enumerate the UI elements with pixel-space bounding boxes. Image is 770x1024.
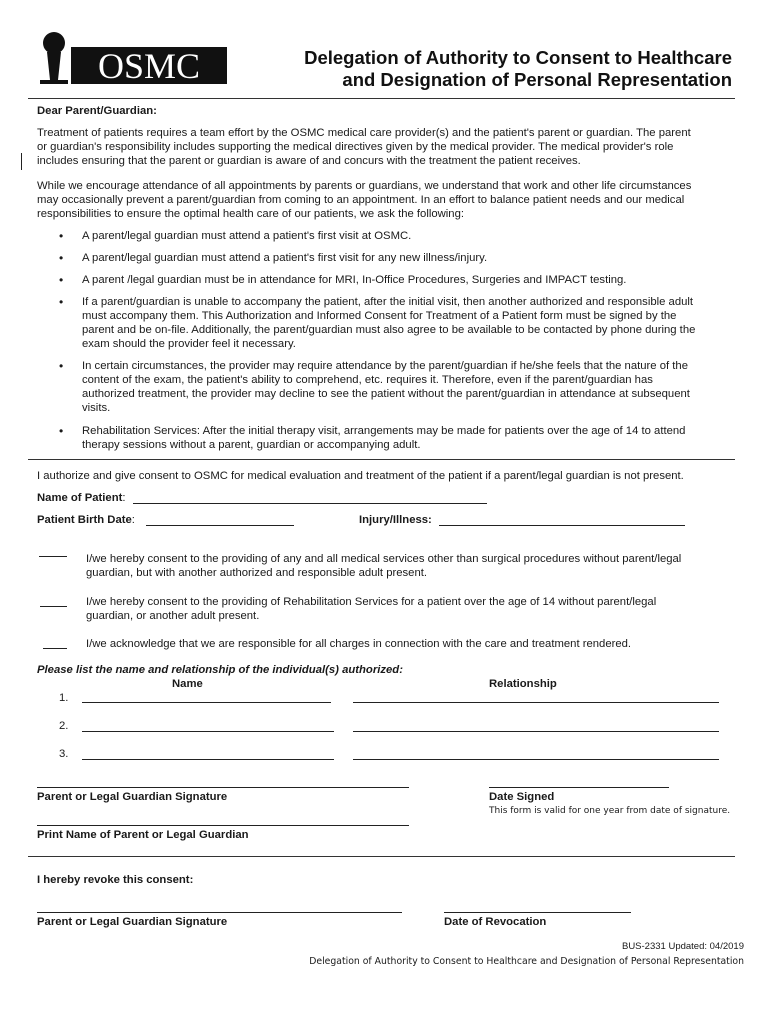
bullet-item-5	[82, 359, 737, 415]
page-title	[244, 47, 732, 91]
revocation-date-label: Date of Revocation	[444, 916, 547, 928]
intro-paragraph-2	[37, 179, 737, 221]
text-line: authorized treatment, the provider may decline to see the patient without the parent/guardian in attendance at subsequent	[82, 388, 690, 400]
revocation-signature-field[interactable]	[37, 912, 402, 913]
row-number-2: 2.	[59, 720, 69, 732]
authorized-relationship-field-1[interactable]	[353, 702, 719, 703]
consent-text-1	[86, 552, 736, 580]
text-line: If a parent/guardian is unable to accompany the patient, after the initial visit, then another authorized and responsible adult	[82, 296, 694, 308]
text-line: visits.	[82, 402, 111, 414]
text-line: A parent /legal guardian must be in attendance for MRI, In-Office Procedures, Surgeries and IMPACT testing.	[82, 274, 627, 286]
text-line: A parent/legal guardian must attend a patient's first visit for any new illness/injury.	[82, 252, 488, 264]
consent-initial-field-1[interactable]	[39, 556, 67, 557]
bullet-item-2	[82, 251, 737, 265]
bullet-marker: •	[59, 295, 64, 309]
date-signed-field[interactable]	[489, 787, 669, 788]
bullet-item-4	[82, 295, 737, 351]
logo-text: OSMC	[97, 46, 201, 86]
authorized-relationship-field-3[interactable]	[353, 759, 719, 760]
text-line: therapy sessions without a parent, guardian or accompanying adult.	[82, 439, 421, 451]
patient-name-field[interactable]	[133, 503, 487, 504]
text-line: must accompany them. This Authorization and Informed Consent for Treatment of a Patient form must be signed by the	[82, 310, 677, 322]
authorized-list-heading: Please list the name and relationship of the individual(s) authorized:	[37, 664, 403, 676]
authorized-name-field-1[interactable]	[82, 702, 331, 703]
row-number-3: 3.	[59, 748, 69, 760]
section-divider	[28, 459, 735, 460]
footer-form-title: Delegation of Authority to Consent to Healthcare and Designation of Personal Representation	[309, 956, 744, 967]
text-line: guardian, but with another authorized and responsible adult present.	[86, 567, 428, 579]
text-line: Treatment of patients requires a team effort by the OSMC medical care provider(s) and the patient's parent or guardian. The parent	[37, 127, 691, 139]
revocation-statement: I hereby revoke this consent:	[37, 874, 194, 886]
validity-note: This form is valid for one year from date of signature.	[489, 806, 731, 816]
osmc-logo	[37, 30, 227, 86]
title-line-1: Delegation of Authority to Consent to Healthcare	[304, 47, 732, 68]
text-line: guardian, or another adult present.	[86, 610, 260, 622]
margin-mark	[21, 153, 22, 170]
text-line: I/we acknowledge that we are responsible for all charges in connection with the care and treatment rendered.	[86, 638, 632, 650]
authorized-relationship-field-2[interactable]	[353, 731, 719, 732]
relationship-column-header: Relationship	[489, 678, 557, 690]
text-line: exam should the provider feel it necessary.	[82, 338, 296, 350]
patient-name-label-group	[37, 491, 126, 505]
guardian-signature-label: Parent or Legal Guardian Signature	[37, 791, 228, 803]
print-name-label: Print Name of Parent or Legal Guardian	[37, 829, 249, 841]
injury-field[interactable]	[439, 525, 685, 526]
date-signed-label: Date Signed	[489, 791, 555, 803]
text-line: responsibilities to ensure the optimal health care of our patients, we ask the following:	[37, 208, 465, 220]
header-divider	[28, 98, 735, 99]
row-number-1: 1.	[59, 692, 69, 704]
title-line-2: and Designation of Personal Representation	[342, 69, 732, 90]
name-column-header: Name	[172, 678, 203, 690]
intro-paragraph-1	[37, 126, 737, 168]
bullet-marker: •	[59, 359, 64, 373]
text-line: In certain circumstances, the provider may require attendance by the parent/guardian if he/she feels that the nature of the	[82, 360, 688, 372]
text-line: may occasionally prevent a parent/guardian from coming to an appointment. In an effort to balance patient needs and our medical	[37, 194, 685, 206]
bullet-marker: •	[59, 251, 64, 265]
consent-text-3	[86, 637, 736, 651]
consent-initial-field-3[interactable]	[43, 648, 67, 649]
revocation-divider	[28, 856, 735, 857]
authorized-name-field-2[interactable]	[82, 731, 334, 732]
bullet-marker: •	[59, 229, 64, 243]
print-name-field[interactable]	[37, 825, 409, 826]
bullet-item-6	[82, 424, 737, 452]
salutation: Dear Parent/Guardian:	[37, 105, 157, 117]
label-colon: :	[131, 514, 135, 526]
authorized-name-field-3[interactable]	[82, 759, 334, 760]
injury-label: Injury/Illness:	[359, 514, 432, 526]
revocation-date-field[interactable]	[444, 912, 631, 913]
text-line: or guardian's responsibility includes supporting the medical directives given by the medical provider. The medical provider's role	[37, 141, 674, 153]
bullet-marker: •	[59, 273, 64, 287]
text-line: I/we hereby consent to the providing of Rehabilitation Services for a patient over the age of 14 without parent/legal	[86, 596, 657, 608]
text-line: I/we hereby consent to the providing of any and all medical services other than surgical procedures without parent/legal	[86, 553, 682, 565]
revocation-signature-label: Parent or Legal Guardian Signature	[37, 916, 228, 928]
text-line: While we encourage attendance of all appointments by parents or guardians, we understand that work and other life circumstances	[37, 180, 692, 192]
patient-name-label: Name of Patient	[37, 492, 123, 504]
form-code: BUS-2331 Updated: 04/2019	[621, 941, 744, 952]
label-colon: :	[122, 492, 126, 504]
bullet-item-1	[82, 229, 737, 243]
text-line: includes ensuring that the parent or guardian is aware of and concurs with the treatment the patient receives.	[37, 155, 581, 167]
guardian-signature-field[interactable]	[37, 787, 409, 788]
text-line: Rehabilitation Services: After the initial therapy visit, arrangements may be made for patients over the age of 14 to attend	[82, 425, 686, 437]
osmc-logo-mark	[37, 30, 227, 86]
authorization-statement: I authorize and give consent to OSMC for medical evaluation and treatment of the patient if a parent/legal guardian is not present.	[37, 470, 684, 482]
text-line: A parent/legal guardian must attend a patient's first visit at OSMC.	[82, 230, 412, 242]
consent-initial-field-2[interactable]	[40, 606, 67, 607]
bullet-marker: •	[59, 424, 64, 438]
birth-date-label-group	[37, 513, 135, 527]
bullet-item-3	[82, 273, 737, 287]
text-line: parent and be on-file. Additionally, the parent/guardian must also agree to be available to be contacted by phone during the	[82, 324, 696, 336]
consent-text-2	[86, 595, 736, 623]
birth-date-label: Patient Birth Date	[37, 514, 132, 526]
text-line: content of the exam, the patient's ability to comprehend, etc. requires it. Therefore, even if the parent/guardian has	[82, 374, 653, 386]
birth-date-field[interactable]	[146, 525, 294, 526]
